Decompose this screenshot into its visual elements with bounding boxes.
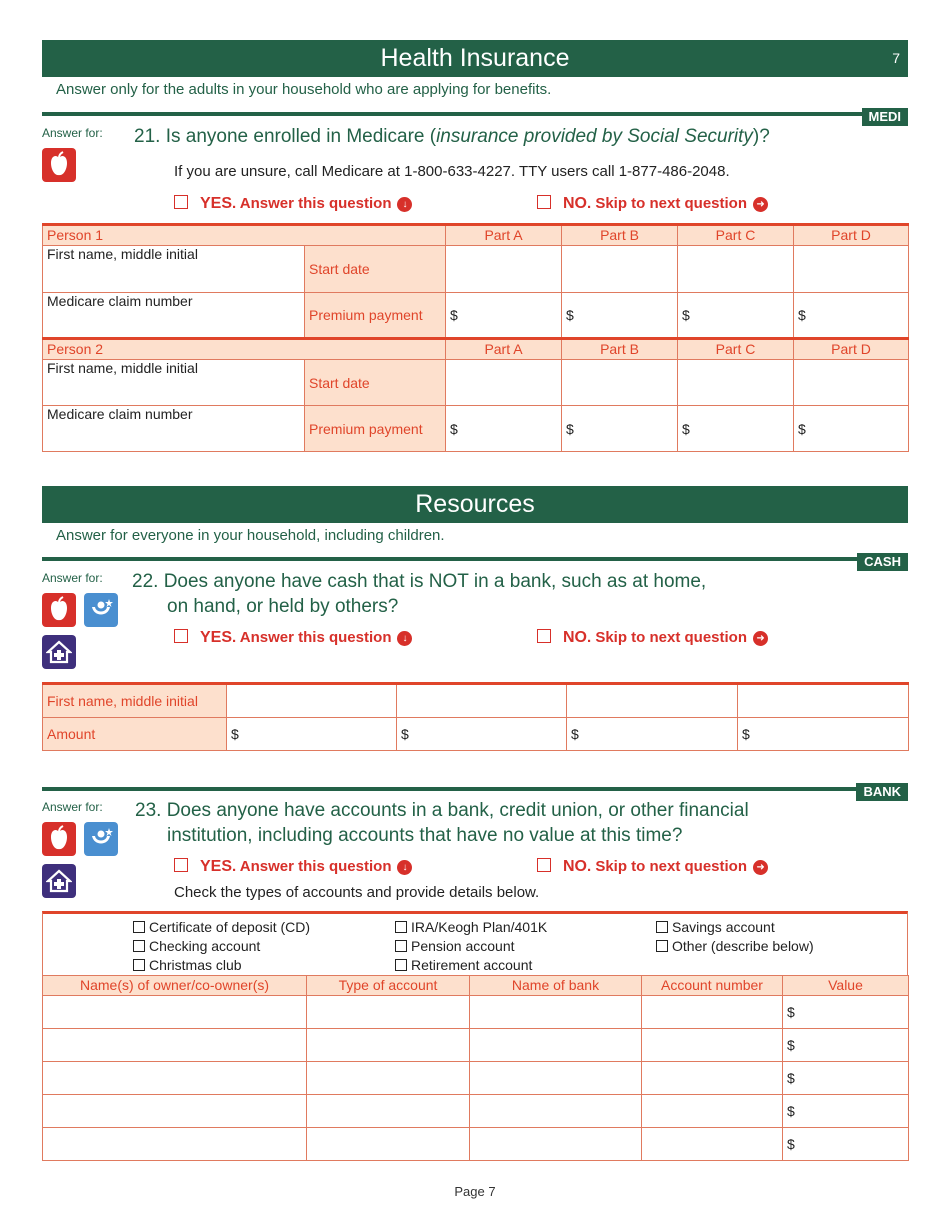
q22-yes[interactable]: YES. Answer this question ↓ — [174, 629, 412, 647]
cash-table — [42, 682, 909, 751]
amount-label: Amount — [43, 718, 227, 751]
cash-amount-field[interactable]: $ — [567, 718, 738, 751]
column-header: Account number — [642, 976, 783, 996]
account-type-checkbox[interactable]: Christmas club — [133, 956, 310, 975]
value-field[interactable]: $ — [783, 1062, 909, 1095]
q23-no[interactable]: NO. Skip to next question ➜ — [537, 858, 768, 876]
account-types-panel — [42, 911, 908, 976]
bank-accounts-table — [42, 975, 909, 1161]
cash-amount-field[interactable]: $ — [227, 718, 397, 751]
first-name-label: First name, middle initial — [43, 684, 227, 718]
no-checkbox[interactable] — [537, 629, 551, 643]
checkbox-icon[interactable] — [133, 940, 145, 952]
value-field[interactable]: $ — [783, 1128, 909, 1161]
table-row — [43, 406, 909, 452]
family-star-icon — [84, 593, 118, 627]
bank-header-row — [43, 976, 909, 996]
resources-intro: Answer for everyone in your household, including children. — [56, 527, 445, 544]
premium-part-d[interactable]: $ — [794, 293, 909, 339]
person-header-row: Person 1 Part A Part B Part C Part D — [43, 225, 909, 246]
arrow-down-icon: ↓ — [397, 631, 412, 646]
arrow-right-icon: ➜ — [753, 631, 768, 646]
cash-name-field[interactable] — [227, 684, 397, 718]
section-title: Health Insurance — [380, 44, 570, 72]
start-date-part-a[interactable] — [446, 246, 562, 293]
no-checkbox[interactable] — [537, 858, 551, 872]
premium-part-a[interactable]: $ — [446, 293, 562, 339]
first-name-field[interactable]: First name, middle initial — [43, 246, 305, 293]
health-intro: Answer only for the adults in your household who are applying for benefits. — [56, 81, 552, 98]
table-row — [43, 718, 909, 751]
home-health-icon — [42, 864, 76, 898]
table-row — [43, 246, 909, 293]
table-row — [43, 996, 909, 1029]
person-label: Person 1 — [43, 225, 446, 246]
claim-number-field[interactable]: Medicare claim number — [43, 293, 305, 339]
premium-label: Premium payment — [305, 406, 446, 452]
claim-number-field[interactable]: Medicare claim number — [43, 406, 305, 452]
divider — [42, 557, 908, 561]
cash-name-field[interactable] — [397, 684, 567, 718]
cash-name-field[interactable] — [738, 684, 909, 718]
premium-part-d[interactable]: $ — [794, 406, 909, 452]
table-row — [43, 1128, 909, 1161]
start-date-part-c[interactable] — [678, 360, 794, 406]
yes-checkbox[interactable] — [174, 195, 188, 209]
cash-tag: CASH — [857, 553, 908, 571]
no-checkbox[interactable] — [537, 195, 551, 209]
tty-phone: 1-877-486-2048 — [618, 163, 726, 180]
start-date-part-b[interactable] — [562, 246, 678, 293]
divider — [42, 112, 908, 116]
page-corner-number: 7 — [892, 50, 900, 66]
question-21: 21. Is anyone enrolled in Medicare (insurance provided by Social Security)? — [134, 126, 770, 147]
first-name-field[interactable]: First name, middle initial — [43, 360, 305, 406]
medi-tag: MEDI — [862, 108, 909, 126]
column-header: Value — [783, 976, 909, 996]
premium-part-b[interactable]: $ — [562, 406, 678, 452]
answer-for-label: Answer for: — [42, 800, 103, 814]
value-field[interactable]: $ — [783, 1095, 909, 1128]
cash-amount-field[interactable]: $ — [397, 718, 567, 751]
section-title: Resources — [415, 490, 535, 518]
checkbox-icon[interactable] — [395, 921, 407, 933]
table-row — [43, 1095, 909, 1128]
start-date-part-b[interactable] — [562, 360, 678, 406]
account-type-checkbox[interactable]: Retirement account — [395, 956, 547, 975]
health-insurance-header — [42, 40, 908, 77]
arrow-right-icon: ➜ — [753, 197, 768, 212]
divider — [42, 787, 908, 791]
bank-instruction: Check the types of accounts and provide details below. — [174, 884, 540, 901]
value-field[interactable]: $ — [783, 996, 909, 1029]
premium-part-b[interactable]: $ — [562, 293, 678, 339]
q21-no[interactable]: NO. Skip to next question ➜ — [537, 195, 768, 213]
checkbox-icon[interactable] — [133, 959, 145, 971]
q22-no[interactable]: NO. Skip to next question ➜ — [537, 629, 768, 647]
page-footer: Page 7 — [454, 1184, 496, 1199]
person-header-row: Person 2 Part A Part B Part C Part D — [43, 339, 909, 360]
apple-icon — [42, 822, 76, 856]
home-health-icon — [42, 635, 76, 669]
start-date-label: Start date — [305, 360, 446, 406]
checkbox-icon[interactable] — [395, 959, 407, 971]
column-header: Name(s) of owner/co-owner(s) — [43, 976, 307, 996]
account-type-checkbox[interactable]: Other (describe below) — [656, 937, 814, 956]
start-date-part-c[interactable] — [678, 246, 794, 293]
checkbox-icon[interactable] — [656, 921, 668, 933]
apple-icon — [42, 593, 76, 627]
person-label: Person 2 — [43, 339, 446, 360]
table-row — [43, 684, 909, 718]
checkbox-icon[interactable] — [133, 921, 145, 933]
apple-icon — [42, 148, 76, 182]
medicare-table — [42, 223, 909, 452]
account-type-checkbox[interactable]: Checking account — [133, 937, 310, 956]
answer-for-label: Answer for: — [42, 126, 103, 140]
value-field[interactable]: $ — [783, 1029, 909, 1062]
question-22: 22. Does anyone have cash that is NOT in a bank, such as at home, on hand, or held by others? — [132, 571, 707, 617]
account-type-checkbox[interactable]: Certificate of deposit (CD) — [133, 918, 310, 937]
q23-yes[interactable]: YES. Answer this question ↓ — [174, 858, 412, 876]
column-header: Type of account — [307, 976, 470, 996]
yes-checkbox[interactable] — [174, 858, 188, 872]
cash-amount-field[interactable]: $ — [738, 718, 909, 751]
arrow-down-icon: ↓ — [397, 197, 412, 212]
checkbox-icon[interactable] — [395, 940, 407, 952]
cash-name-field[interactable] — [567, 684, 738, 718]
yes-checkbox[interactable] — [174, 629, 188, 643]
start-date-label: Start date — [305, 246, 446, 293]
arrow-down-icon: ↓ — [397, 860, 412, 875]
table-row — [43, 293, 909, 339]
q21-yes[interactable]: YES. Answer this question ↓ — [174, 195, 412, 213]
premium-part-c[interactable]: $ — [678, 406, 794, 452]
account-type-checkbox[interactable]: Savings account — [656, 918, 814, 937]
table-row — [43, 1029, 909, 1062]
table-row — [43, 1062, 909, 1095]
resources-header — [42, 486, 908, 523]
start-date-part-d[interactable] — [794, 360, 909, 406]
medicare-phone: 1-800-633-4227 — [404, 163, 511, 180]
question-23: 23. Does anyone have accounts in a bank, credit union, or other financial institution, including accounts that have no value at this time? — [135, 800, 749, 846]
premium-label: Premium payment — [305, 293, 446, 339]
start-date-part-d[interactable] — [794, 246, 909, 293]
arrow-right-icon: ➜ — [753, 860, 768, 875]
table-row — [43, 360, 909, 406]
medicare-unsure-text: If you are unsure, call Medicare at 1-800-633-4227. TTY users call 1-877-486-2048. — [174, 163, 730, 180]
checkbox-icon[interactable] — [656, 940, 668, 952]
answer-for-label: Answer for: — [42, 571, 103, 585]
premium-part-c[interactable]: $ — [678, 293, 794, 339]
start-date-part-a[interactable] — [446, 360, 562, 406]
premium-part-a[interactable]: $ — [446, 406, 562, 452]
account-type-checkbox[interactable]: IRA/Keogh Plan/401K — [395, 918, 547, 937]
column-header: Name of bank — [470, 976, 642, 996]
family-star-icon — [84, 822, 118, 856]
bank-tag: BANK — [856, 783, 908, 801]
account-type-checkbox[interactable]: Pension account — [395, 937, 547, 956]
